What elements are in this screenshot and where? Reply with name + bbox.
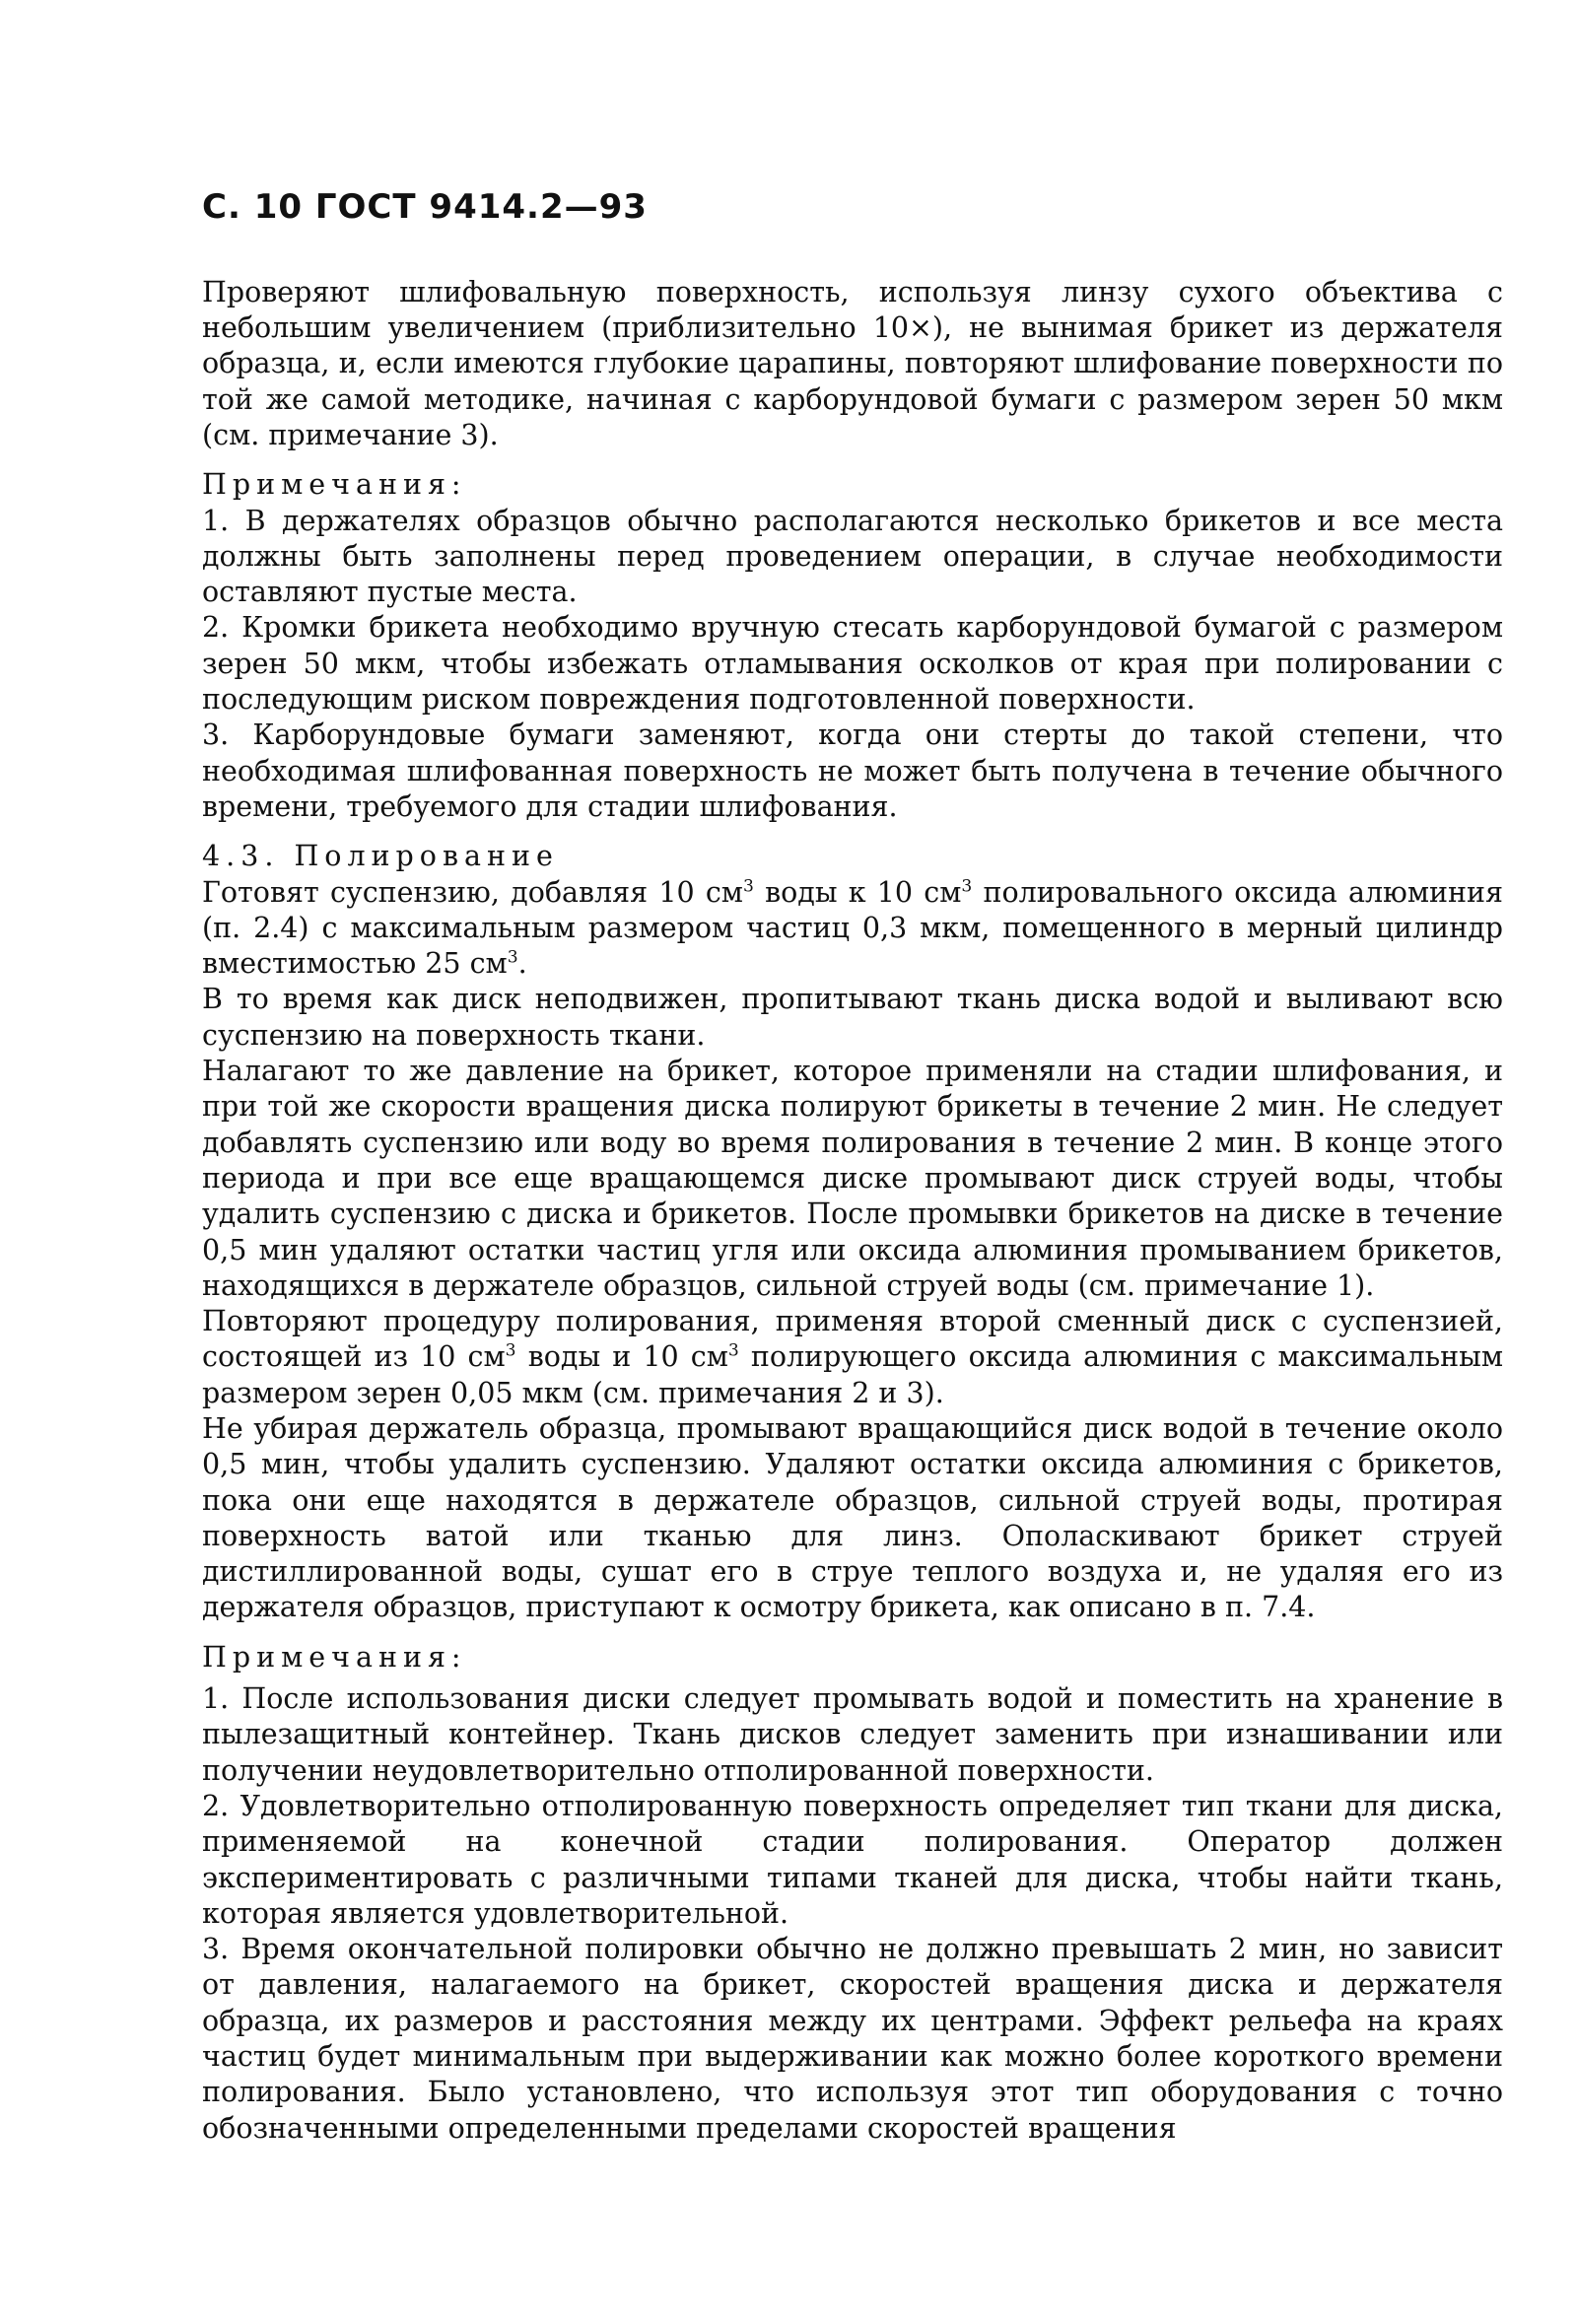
note-item: 2. Удовлетворительно отполированную поверхность определяет тип ткани для диска, применяемой на конечной стадии полирования. Оператор должен экспериментировать с различными типами тканей для диска, чтобы найти ткань, которая является удовлетворительной. <box>202 1789 1503 1930</box>
note-item: 3. Время окончательной полировки обычно не должно превышать 2 мин, но зависит от давления, налагаемого на брикет, скоростей вращения диска и держателя образца, их размеров и расстояния между их центрами. Эффект рельефа на краях частиц будет минимальным при выдерживании как можно более короткого времени полирования. Было установлено, что используя этот тип оборудования с точно обозначенными определенными пределами скоростей вращения <box>202 1933 1503 2145</box>
notes-heading: Примечания: <box>202 468 467 502</box>
paragraph-suspension: Готовят суспензию, добавляя 10 $см^3$ воды к 10 $см^3$ полировального оксида алюминия (п. 2.4) с максимальным размером частиц 0,3 мкм, помещенного в мерный цилиндр вместимостью 25 $см^3$. <box>202 875 1503 981</box>
document-page <box>202 187 1503 2147</box>
notes-heading: Примечания: <box>202 1640 467 1674</box>
paragraph-grinding-check: Проверяют шлифовальную поверхность, используя линзу сухого объектива с небольшим увеличением (приблизительно 10×), не вынимая брикет из держателя образца, и, если имеются глубокие царапины, повторяют шлифование поверхности по той же самой методике, начиная с карборундовой бумаги с размером зерен 50 мкм (см. примечание 3). <box>202 275 1503 451</box>
paragraph: Налагают то же давление на брикет, которое применяли на стадии шлифования, и при той же скорости вращения диска полируют брикеты в течение 2 мин. Не следует добавлять суспензию или воду во время полирования в течение 2 мин. В конце этого периода и при все еще вращающемся диске промывают диск струей воды, чтобы удалить суспензию с диска и брикетов. После промывки брикетов на диске в течение 0,5 мин удаляют остатки частиц угля или оксида алюминия промыванием брикетов, находящихся в держателе образцов, сильной струей воды (см. примечание 1). <box>202 1055 1503 1302</box>
document-body <box>202 275 1503 2147</box>
note-item: 1. В держателях образцов обычно располагаются несколько брикетов и все места должны быть заполнены перед проведением операции, в случае необходимости оставляют пустые места. <box>202 504 1503 609</box>
section-heading: 4.3. Полирование <box>202 840 559 873</box>
paragraph: Не убирая держатель образца, промывают вращающийся диск водой в течение около 0,5 мин, чтобы удалить суспензию. Удаляют остатки оксида алюминия с брикетов, пока они еще находятся в держателе образцов, сильной струей воды, протирая поверхность ватой или тканью для линз. Ополаскивают брикет струей дистиллированной воды, сушат его в струе теплого воздуха и, не удаляя его из держателя образцов, приступают к осмотру брикета, как описано в п. 7.4. <box>202 1412 1503 1624</box>
page-header: С. 10 ГОСТ 9414.2—93 <box>202 187 648 227</box>
paragraph: В то время как диск неподвижен, пропитывают ткань диска водой и выливают всю суспензию на поверхность ткани. <box>202 983 1503 1052</box>
note-item: 1. После использования диски следует промывать водой и поместить на хранение в пылезащитный контейнер. Ткань дисков следует заменить при изнашивании или получении неудовлетворительно отполированной поверхности. <box>202 1682 1503 1787</box>
note-item: 2. Кромки брикета необходимо вручную стесать карборундовой бумагой с размером зерен 50 мкм, чтобы избежать отламывания осколков от края при полировании с последующим риском повреждения подготовленной поверхности. <box>202 611 1503 717</box>
note-item: 3. Карборундовые бумаги заменяют, когда они стерты до такой степени, что необходимая шлифованная поверхность не может быть получена в течение обычного времени, требуемого для стадии шлифования. <box>202 718 1503 823</box>
paragraph-second-disk: Повторяют процедуру полирования, применяя второй сменный диск с суспензией, состоящей из 10 $см^3$ воды и 10 $см^3$ полирующего оксида алюминия с максимальным размером зерен 0,05 мкм (см. примечания 2 и 3). <box>202 1305 1503 1409</box>
